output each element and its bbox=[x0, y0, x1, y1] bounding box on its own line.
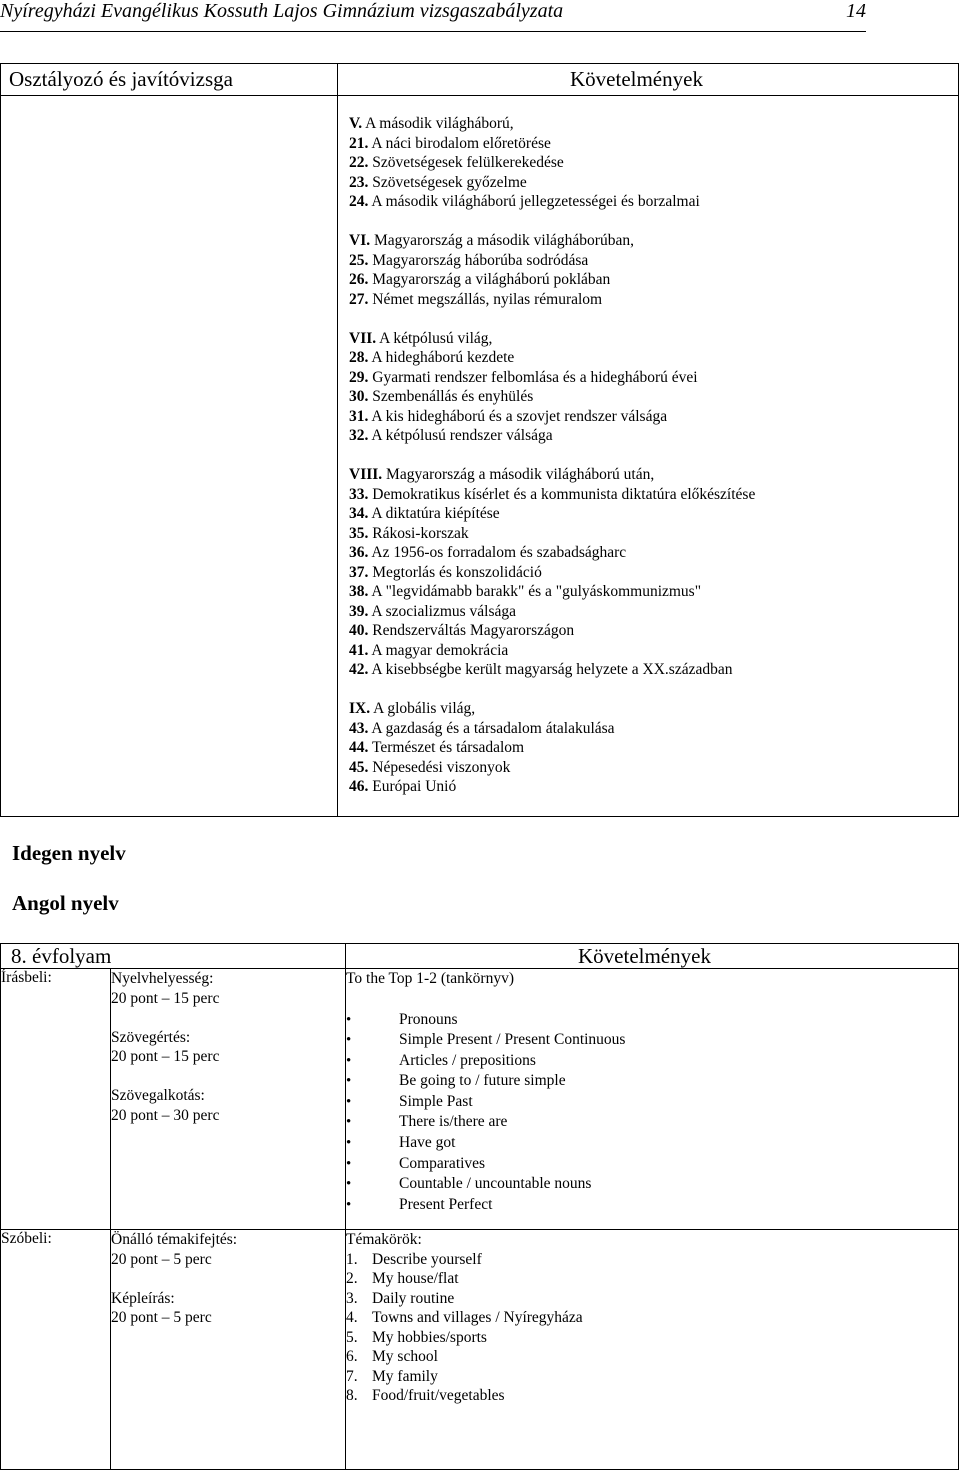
section-title: VI. Magyarország a második világháborúban, bbox=[349, 232, 634, 249]
topic-item: 34. A diktatúra kiépítése bbox=[349, 505, 500, 522]
topic-section bbox=[349, 699, 958, 797]
topic-item: 40. Rendszerváltás Magyarországon bbox=[349, 622, 575, 639]
topic-item: 32. A kétpólusú rendszer válsága bbox=[349, 427, 553, 444]
list-item: 1. Describe yourself bbox=[346, 1250, 482, 1268]
list-item: • Have got bbox=[346, 1133, 958, 1154]
topic-section bbox=[349, 329, 958, 446]
table-header-row bbox=[1, 64, 959, 96]
topic-item: 41. A magyar demokrácia bbox=[349, 641, 509, 659]
exam-part bbox=[111, 969, 345, 1008]
topic-item: 26. Magyarország a világháború poklában bbox=[349, 271, 611, 288]
section-title: VIII. Magyarország a második világháború után, bbox=[349, 466, 655, 483]
textbook-label: To the Top 1-2 (tankörnyv) bbox=[346, 970, 515, 987]
topic-item: 46. Európai Unió bbox=[349, 778, 457, 795]
list-item: 3. Daily routine bbox=[346, 1289, 455, 1307]
exam-part bbox=[111, 1230, 345, 1269]
oral-requirements-cell bbox=[346, 1230, 959, 1470]
oral-exam-row bbox=[1, 1230, 959, 1470]
topic-item: 43. A gazdaság és a társadalom átalakulása bbox=[349, 719, 615, 737]
exam-part-time: 20 pont – 15 perc bbox=[111, 989, 220, 1007]
topic-item: 25. Magyarország háborúba sodródása bbox=[349, 251, 589, 269]
exam-part-name: Szövegalkotás: bbox=[111, 1087, 205, 1104]
topic-item: 23. Szövetségesek győzelme bbox=[349, 173, 527, 191]
page-header bbox=[0, 0, 866, 30]
grade-header: 8. évfolyam bbox=[1, 944, 346, 969]
topic-item: 29. Gyarmati rendszer felbomlása és a hidegháború évei bbox=[349, 368, 698, 386]
list-item: 8. Food/fruit/vegetables bbox=[346, 1387, 505, 1404]
document-title: Nyíregyházi Evangélikus Kossuth Lajos Gimnázium vizsgaszabályzata bbox=[0, 0, 564, 22]
written-exam-row bbox=[1, 969, 959, 1230]
list-item: • There is/there are bbox=[346, 1112, 958, 1133]
exam-part-time: 20 pont – 5 perc bbox=[111, 1250, 212, 1268]
written-label: Írásbeli: bbox=[1, 969, 111, 1230]
topic-item: 37. Megtorlás és konszolidáció bbox=[349, 563, 542, 581]
list-item: • Present Perfect bbox=[346, 1195, 958, 1216]
exam-part-time: 20 pont – 30 perc bbox=[111, 1106, 220, 1124]
exam-part bbox=[111, 1028, 345, 1067]
list-item: • Articles / prepositions bbox=[346, 1051, 958, 1072]
page-number: 14 bbox=[846, 0, 866, 22]
topic-item: 39. A szocializmus válsága bbox=[349, 602, 517, 620]
topic-item: 30. Szembenállás és enyhülés bbox=[349, 388, 534, 405]
topic-item: 45. Népesedési viszonyok bbox=[349, 758, 511, 776]
list-item: • Simple Present / Present Continuous bbox=[346, 1030, 958, 1051]
topic-item: 28. A hidegháború kezdete bbox=[349, 349, 515, 366]
history-requirements-table bbox=[0, 63, 959, 817]
table-header-row bbox=[1, 944, 959, 969]
topic-item: 33. Demokratikus kísérlet és a kommunista diktatúra előkészítése bbox=[349, 485, 756, 503]
topic-item: 42. A kisebbségbe került magyarság helyzete a XX.században bbox=[349, 661, 733, 678]
topic-item: 24. A második világháború jellegzetességei és borzalmai bbox=[349, 193, 700, 210]
topic-item: 21. A náci birodalom előretörése bbox=[349, 134, 551, 152]
list-item: • Countable / uncountable nouns bbox=[346, 1174, 958, 1195]
exam-part-name: Képleírás: bbox=[111, 1289, 175, 1307]
table-body-row bbox=[1, 96, 959, 817]
topic-section bbox=[349, 114, 958, 212]
topic-item: 38. A "legvidámabb barakk" és a "gulyáskommunizmus" bbox=[349, 583, 702, 600]
grammar-topic-list bbox=[346, 1010, 958, 1216]
english-requirements-table bbox=[0, 943, 959, 1470]
list-item: 5. My hobbies/sports bbox=[346, 1328, 487, 1346]
exam-part-name: Nyelvhelyesség: bbox=[111, 970, 214, 987]
exam-part-name: Önálló témakifejtés: bbox=[111, 1231, 238, 1248]
topic-item: 31. A kis hidegháború és a szovjet rendszer válsága bbox=[349, 407, 668, 425]
section-title: IX. A globális világ, bbox=[349, 700, 476, 717]
header-divider bbox=[0, 31, 866, 32]
list-item: 7. My family bbox=[346, 1367, 438, 1385]
exam-part-name: Szövegértés: bbox=[111, 1028, 191, 1046]
topic-section bbox=[349, 231, 958, 309]
list-item: 4. Towns and villages / Nyíregyháza bbox=[346, 1309, 583, 1326]
subject-heading: Idegen nyelv bbox=[12, 841, 126, 865]
topic-item: 22. Szövetségesek felülkerekedése bbox=[349, 154, 564, 171]
list-item: 2. My house/flat bbox=[346, 1270, 459, 1287]
topic-section bbox=[349, 465, 958, 680]
exam-part bbox=[111, 1086, 345, 1125]
topics-cell bbox=[338, 96, 959, 817]
section-title: V. A második világháború, bbox=[349, 115, 514, 132]
oral-parts-cell bbox=[111, 1230, 346, 1470]
section-title: VII. A kétpólusú világ, bbox=[349, 329, 493, 347]
list-item: • Comparatives bbox=[346, 1154, 958, 1175]
exam-part-time: 20 pont – 15 perc bbox=[111, 1048, 220, 1065]
topic-item: 35. Rákosi-korszak bbox=[349, 524, 469, 542]
exam-type-header: Osztályozó és javítóvizsga bbox=[1, 64, 338, 96]
exam-part-time: 20 pont – 5 perc bbox=[111, 1309, 212, 1326]
list-item: • Be going to / future simple bbox=[346, 1071, 958, 1092]
list-item: • Simple Past bbox=[346, 1092, 958, 1113]
exam-part bbox=[111, 1289, 345, 1328]
topics-title: Témakörök: bbox=[346, 1231, 422, 1248]
oral-label: Szóbeli: bbox=[1, 1230, 111, 1470]
list-item: • Pronouns bbox=[346, 1010, 958, 1031]
list-item: 6. My school bbox=[346, 1348, 438, 1365]
requirements-header: Követelmények bbox=[338, 64, 959, 96]
requirements-header: Követelmények bbox=[346, 944, 959, 969]
topic-item: 44. Természet és társadalom bbox=[349, 739, 525, 756]
oral-topic-list bbox=[346, 1250, 958, 1406]
language-heading: Angol nyelv bbox=[12, 891, 119, 915]
empty-left-cell bbox=[1, 96, 338, 817]
written-requirements-cell bbox=[346, 969, 959, 1230]
topic-item: 36. Az 1956-os forradalom és szabadságharc bbox=[349, 544, 627, 561]
written-parts-cell bbox=[111, 969, 346, 1230]
topic-item: 27. Német megszállás, nyilas rémuralom bbox=[349, 290, 603, 308]
